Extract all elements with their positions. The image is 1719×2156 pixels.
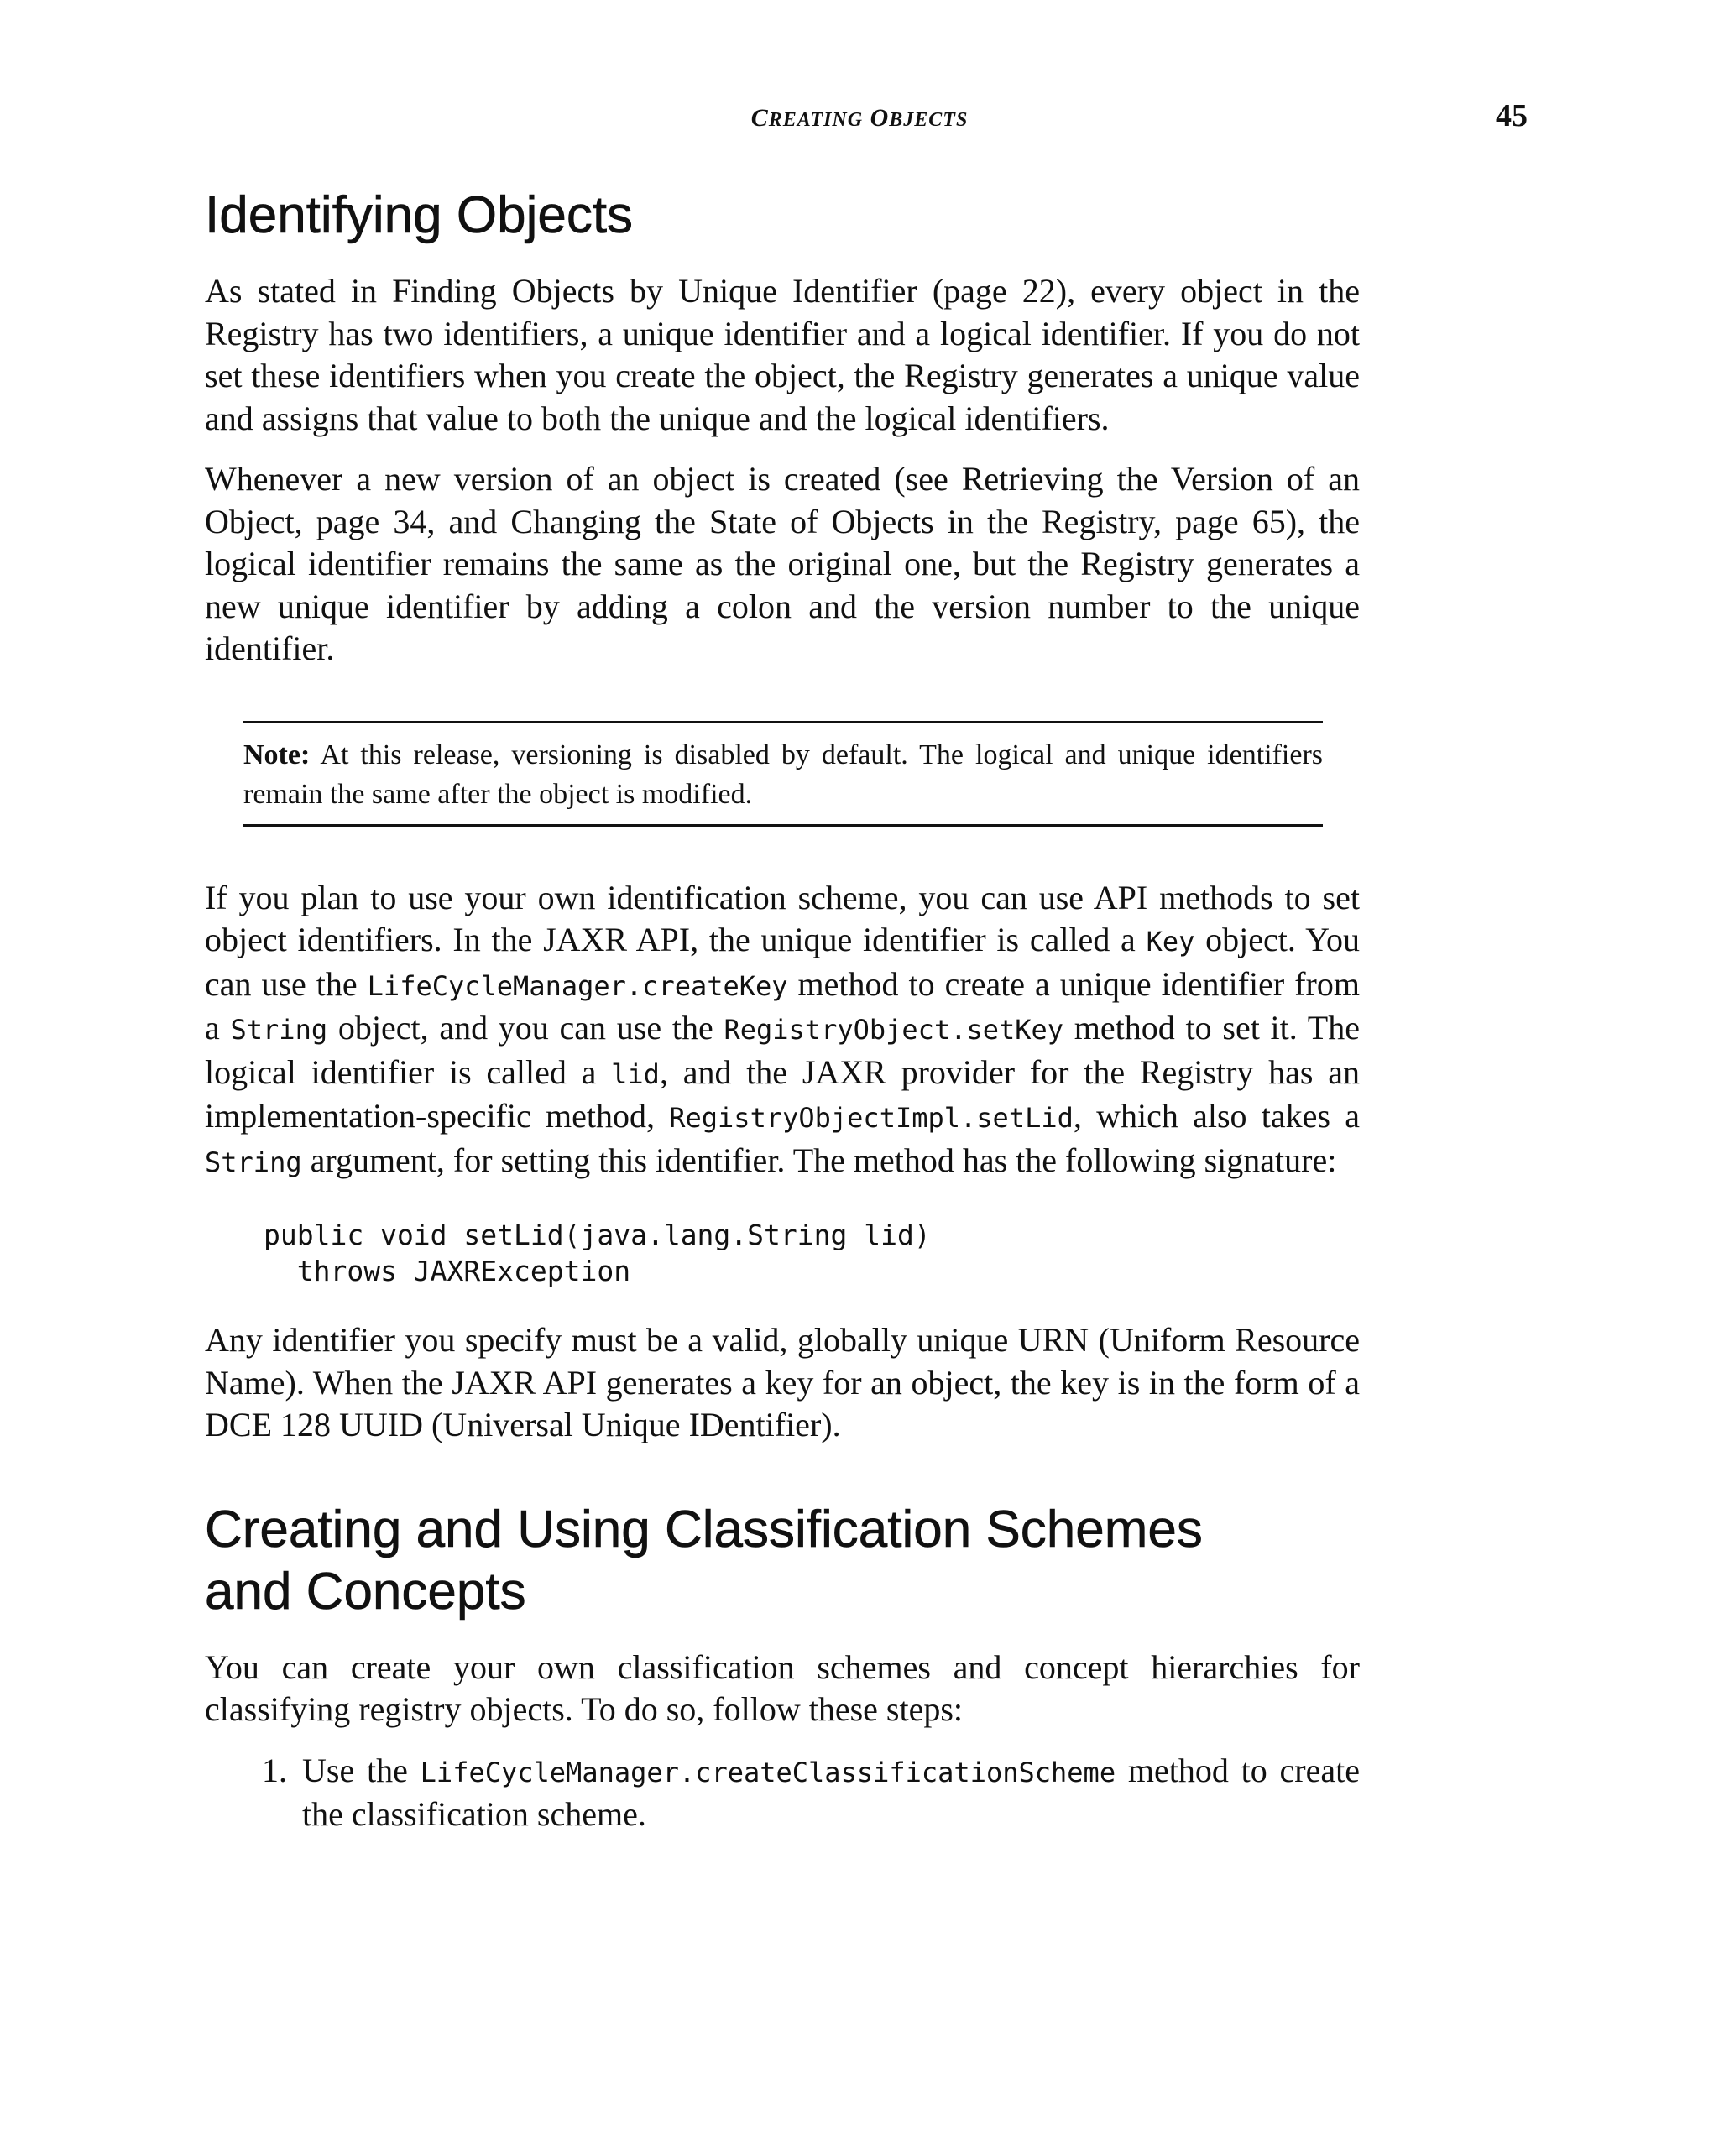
inline-code: lid bbox=[611, 1057, 660, 1090]
list-item: 1. Use the LifeCycleManager.createClassificationScheme method to create the classification scheme. bbox=[262, 1751, 1360, 1833]
page-content bbox=[205, 185, 1360, 1836]
code-line: public void setLid(java.lang.String lid) bbox=[264, 1219, 931, 1251]
code-line: throws JAXRException bbox=[264, 1255, 631, 1287]
paragraph-identifier-api: If you plan to use your own identification scheme, you can use API methods to set object identifiers. In the JAXR API, the unique identifier is called a Key object. You can use the LifeCycleManager.createKey method to create a unique identifier from a String object, and you can use the RegistryObject.setKey method to set it. The logical identifier is called a lid, and the JAXR provider for the Registry has an implementation-specific method, RegistryObjectImpl.setLid, which also takes a String argument, for setting this identifier. The method has the following signature: bbox=[205, 878, 1360, 1179]
code-block bbox=[264, 1217, 1360, 1289]
page-number: 45 bbox=[1496, 98, 1528, 133]
section-heading-classification-schemes: Creating and Using Classification Schemes and Concepts bbox=[205, 1500, 1203, 1621]
inline-code: LifeCycleManager.createKey bbox=[367, 969, 788, 1002]
paragraph: You can create your own classification schemes and concept hierarchies for classifying registry objects. To do so, follow these steps: bbox=[205, 1647, 1360, 1728]
running-head: CREATING OBJECTS bbox=[750, 104, 969, 132]
inline-code: String bbox=[205, 1146, 302, 1178]
inline-code: LifeCycleManager.createClassificationScheme bbox=[420, 1756, 1116, 1788]
section-heading-identifying-objects: Identifying Objects bbox=[205, 186, 634, 244]
note-text: At this release, versioning is disabled by default. The logical and unique identifiers remain the same after the object is modified. bbox=[243, 739, 1323, 810]
steps-list bbox=[205, 1750, 1360, 1836]
inline-code: Key bbox=[1146, 926, 1195, 958]
step-number: 1. bbox=[262, 1751, 287, 1789]
inline-code: RegistryObject.setKey bbox=[724, 1014, 1064, 1046]
paragraph: Whenever a new version of an object is created (see Retrieving the Version of an Object, page 34, and Changing the State of Objects in the Registry, page 65), the logical identifier remains the same as the original one, but the Registry generates a new unique identifier by adding a colon and the version number to the unique identifier. bbox=[205, 460, 1360, 667]
note-box bbox=[243, 721, 1323, 827]
inline-code: String bbox=[230, 1014, 328, 1046]
paragraph: Any identifier you specify must be a valid, globally unique URN (Uniform Resource Name). When the JAXR API generates a key for an object, the key is in the form of a DCE 128 UUID (Universal Unique IDentifier). bbox=[205, 1321, 1360, 1443]
inline-code: RegistryObjectImpl.setLid bbox=[669, 1102, 1074, 1134]
paragraph: As stated in Finding Objects by Unique Identifier (page 22), every object in the Registry has two identifiers, a unique identifier and a logical identifier. If you do not set these identifiers when you create the object, the Registry generates a unique value and assigns that value to both the unique and the logical identifiers. bbox=[205, 272, 1360, 437]
note-label: Note: bbox=[243, 739, 311, 770]
